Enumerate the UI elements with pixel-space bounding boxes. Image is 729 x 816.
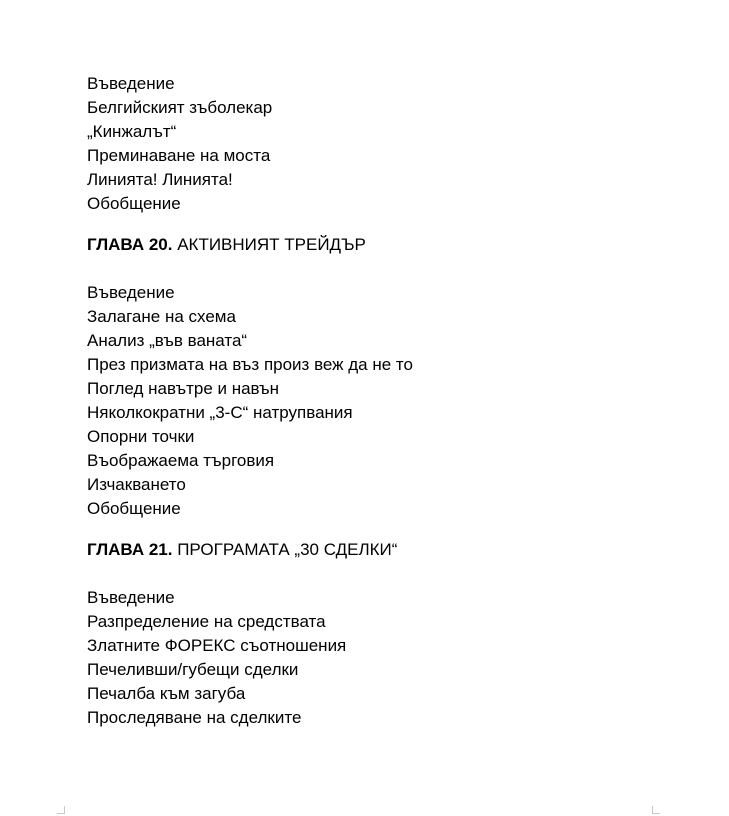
list-item: Въведение — [87, 74, 175, 93]
list-item: Златните ФОРЕКС съотношения — [87, 636, 347, 655]
list-item: Преминаване на моста — [87, 146, 271, 165]
list-item: Печалба към загуба — [87, 684, 246, 703]
list-item: Обобщение — [87, 194, 181, 213]
section-chapter-19-items — [87, 72, 687, 216]
list-item: Въображаема търговия — [87, 451, 275, 470]
list-item: Въведение — [87, 588, 175, 607]
table-of-contents — [87, 72, 687, 730]
chapter-20-label: ГЛАВА 20. — [87, 235, 173, 254]
list-item: Проследяване на сделките — [87, 708, 302, 727]
list-item: Въведение — [87, 283, 175, 302]
chapter-21-heading — [87, 538, 687, 562]
list-item: Обобщение — [87, 499, 181, 518]
section-chapter-20-items — [87, 281, 687, 521]
list-item: Печеливши/губещи сделки — [87, 660, 299, 679]
list-item: През призмата на въз произ веж да не то — [87, 355, 413, 374]
list-item: Залагане на схема — [87, 307, 236, 326]
section-chapter-21-items — [87, 586, 687, 730]
crop-mark-bottom-left — [57, 806, 67, 814]
list-item: Опорни точки — [87, 427, 195, 446]
list-item: Линията! Линията! — [87, 170, 233, 189]
chapter-20-title: АКТИВНИЯТ ТРЕЙДЪР — [172, 235, 366, 254]
list-item: Белгийският зъболекар — [87, 98, 273, 117]
list-item: Няколкократни „3-С“ натрупвания — [87, 403, 353, 422]
list-item: Анализ „във ваната“ — [87, 331, 248, 350]
list-item: Поглед навътре и навън — [87, 379, 280, 398]
chapter-20-heading — [87, 233, 687, 257]
chapter-21-title: ПРОГРАМАТА „30 СДЕЛКИ“ — [172, 540, 398, 559]
list-item: Разпределение на средствата — [87, 612, 326, 631]
list-item: „Кинжалът“ — [87, 122, 177, 141]
list-item: Изчакването — [87, 475, 186, 494]
chapter-21-label: ГЛАВА 21. — [87, 540, 173, 559]
crop-mark-bottom-right — [650, 806, 660, 814]
